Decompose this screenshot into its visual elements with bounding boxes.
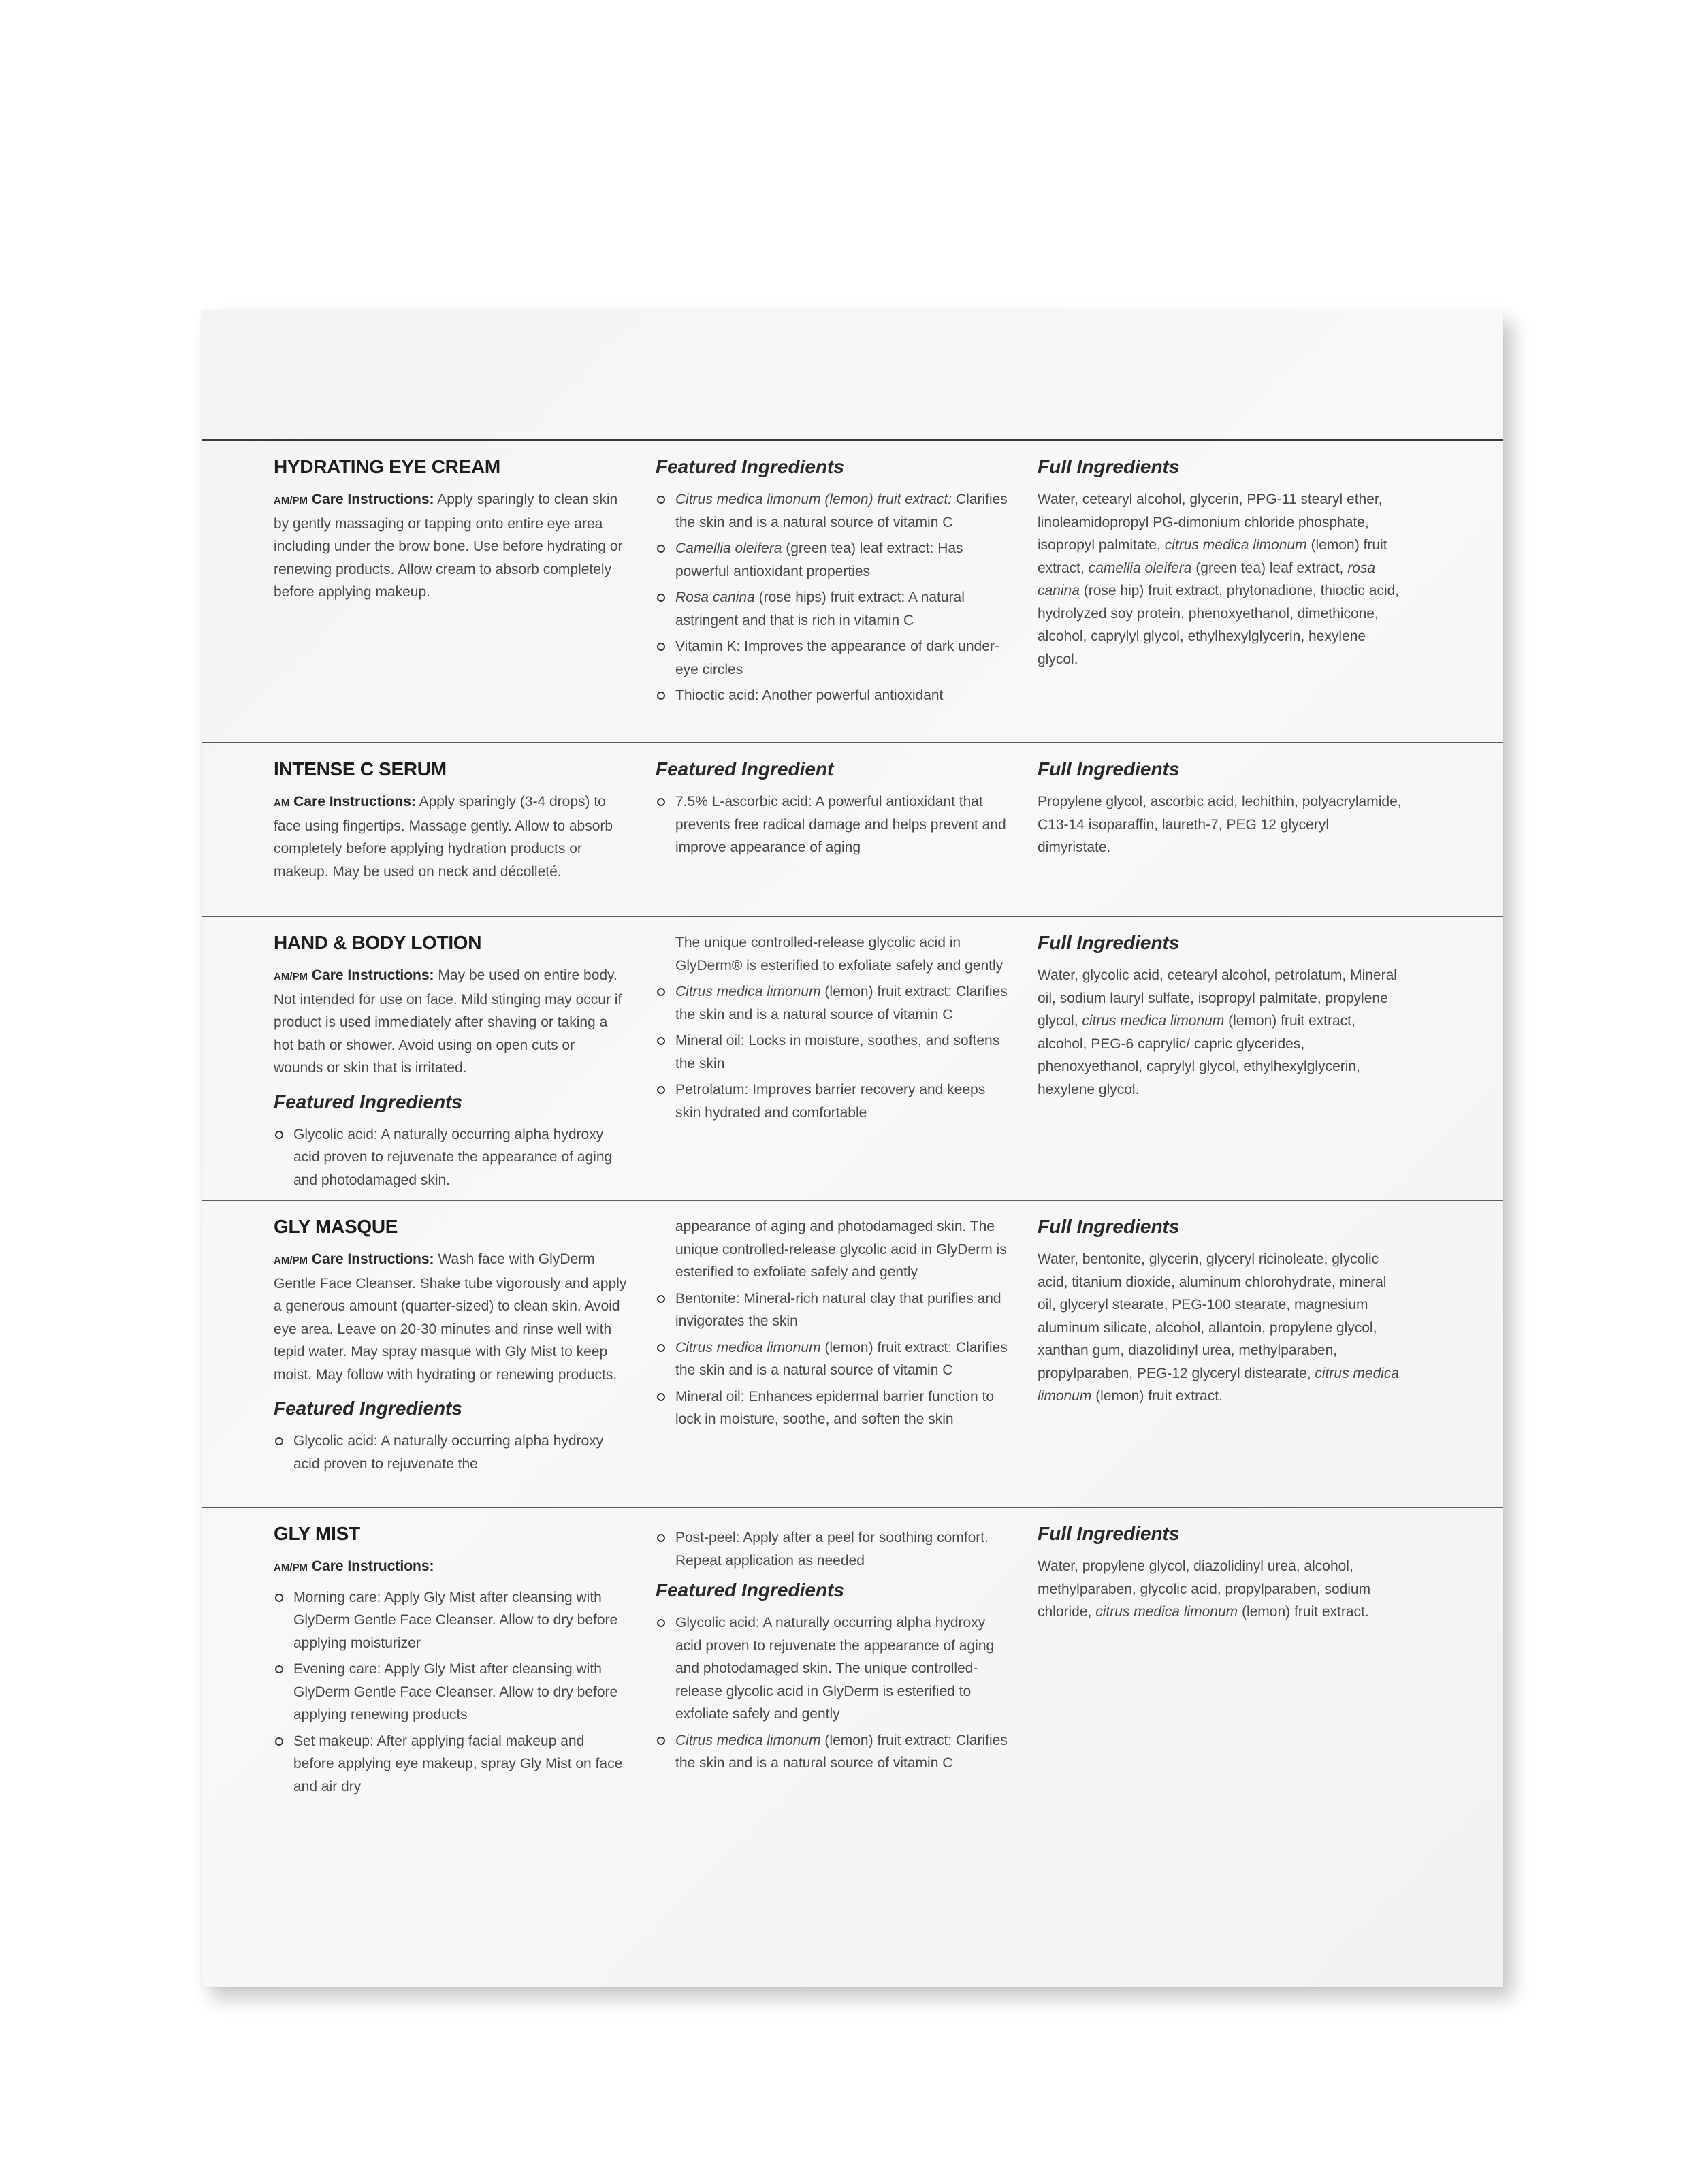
serum-featured <box>656 758 1013 863</box>
full-heading: Full Ingredients <box>1038 1216 1180 1237</box>
eye-cream-instructions <box>274 455 628 604</box>
full-heading: Full Ingredients <box>1038 932 1180 953</box>
lotion-instructions <box>274 931 628 1195</box>
list-item: Morning care: Apply Gly Mist after cleansing with GlyDerm Gentle Face Cleanser. Allow to dry before applying moisturizer <box>274 1586 628 1655</box>
eye-cream-featured <box>656 455 1013 711</box>
list-item: Set makeup: After applying facial makeup and before applying eye makeup, spray Gly Mist on face and air dry <box>274 1730 628 1799</box>
featured-heading: Featured Ingredients <box>656 456 844 477</box>
section-title: GLY MASQUE <box>274 1216 398 1237</box>
list-item: Evening care: Apply Gly Mist after cleansing with GlyDerm Gentle Face Cleanser. Allow to dry before applying renewing products <box>274 1658 628 1727</box>
featured-heading: Featured Ingredient <box>656 758 834 780</box>
divider <box>202 916 1503 917</box>
featured-heading: Featured Ingredients <box>274 1091 462 1112</box>
list-item: 7.5% L-ascorbic acid: A powerful antioxidant that prevents free radical damage and helps prevent and improve appearance of aging <box>656 790 1013 859</box>
full-ingredients: Water, bentonite, glycerin, glyceryl ricinoleate, glycolic acid, titanium dioxide, aluminum chlorohydrate, mineral oil, glyceryl stearate, PEG-100 stearate, magnesium aluminum silicate, alcohol, allantoin, propylene glycol, xanthan gum, diazolidinyl urea, methylparaben, propylparaben, PEG-12 glyceryl distearate, citrus medica limonum (lemon) fruit extract. <box>1038 1251 1400 1404</box>
list-item: Mineral oil: Enhances epidermal barrier function to lock in moisture, soothe, and soften the skin <box>656 1385 1013 1431</box>
mist-featured <box>656 1526 1013 1778</box>
featured-list <box>656 790 1013 859</box>
list-item: Mineral oil: Locks in moisture, soothes, and softens the skin <box>656 1029 1013 1075</box>
lotion-full <box>1038 931 1405 1101</box>
care-instructions-label: AM/PM Care Instructions: <box>274 1558 434 1574</box>
divider <box>202 742 1503 743</box>
list-item-continued: The unique controlled-release glycolic acid in GlyDerm® is esterified to exfoliate safely and gently <box>675 935 1003 974</box>
section-title: HYDRATING EYE CREAM <box>274 456 500 477</box>
mist-instructions <box>274 1522 628 1801</box>
list-item-continued: appearance of aging and photodamaged skin. The unique controlled-release glycolic acid in GlyDerm is esterified to exfoliate safely and gently <box>675 1219 1007 1280</box>
list-item: Vitamin K: Improves the appearance of dark under-eye circles <box>656 635 1013 681</box>
eye-cream-full <box>1038 455 1405 671</box>
serum-full <box>1038 758 1405 859</box>
list-item: Rosa canina (rose hips) fruit extract: A natural astringent and that is rich in vitamin C <box>656 586 1013 632</box>
list-item: Post-peel: Apply after a peel for soothing comfort. Repeat application as needed <box>656 1526 1013 1572</box>
section-title: INTENSE C SERUM <box>274 758 447 780</box>
featured-list <box>656 931 1013 1124</box>
masque-featured-cont <box>656 1215 1013 1434</box>
divider <box>202 1507 1503 1508</box>
care-list-cont <box>656 1526 1013 1572</box>
section-title: HAND & BODY LOTION <box>274 932 482 953</box>
full-ingredients: Propylene glycol, ascorbic acid, lechithin, polyacrylamide, C13-14 isoparaffin, laureth-7, PEG 12 glyceryl dimyristate. <box>1038 794 1402 855</box>
care-instructions: AM/PM Care Instructions: Wash face with GlyDerm Gentle Face Cleanser. Shake tube vigorously and apply a generous amount (quarter-sized) to clean skin. Avoid eye area. Leave on 20-30 minutes and rinse well with tepid water. May spray masque with Gly Mist to keep moist. May follow with hydrating or renewing products. <box>274 1251 627 1383</box>
full-ingredients: Water, cetearyl alcohol, glycerin, PPG-11 stearyl ether, linoleamidopropyl PG-dimonium chloride phosphate, isopropyl palmitate, citrus medica limonum (lemon) fruit extract, camellia oleifera (green tea) leaf extract, rosa canina (rose hip) fruit extract, phytonadione, thioctic acid, hydrolyzed soy protein, phenoxyethanol, dimethicone, alcohol, caprylyl glycol, ethylhexylglycerin, hexylene glycol. <box>1038 492 1400 667</box>
list-item: Petrolatum: Improves barrier recovery and keeps skin hydrated and comfortable <box>656 1078 1013 1124</box>
list-item: Camellia oleifera (green tea) leaf extract: Has powerful antioxidant properties <box>656 537 1013 583</box>
product-sheet <box>202 310 1503 1987</box>
masque-instructions <box>274 1215 628 1479</box>
section-title: GLY MIST <box>274 1523 360 1544</box>
full-ingredients: Water, propylene glycol, diazolidinyl urea, alcohol, methylparaben, glycolic acid, propylparaben, sodium chloride, citrus medica limonum (lemon) fruit extract. <box>1038 1558 1371 1620</box>
list-item: Citrus medica limonum (lemon) fruit extract: Clarifies the skin and is a natural source of vitamin C <box>656 980 1013 1026</box>
list-item: Glycolic acid: A naturally occurring alpha hydroxy acid proven to rejuvenate the appearance of aging and photodamaged skin. The unique controlled-release glycolic acid in GlyDerm is esterified to exfoliate safely and gently <box>656 1611 1013 1726</box>
divider <box>202 1200 1503 1201</box>
list-item: Citrus medica limonum (lemon) fruit extract: Clarifies the skin and is a natural source of vitamin C <box>656 1729 1013 1775</box>
featured-list <box>274 1123 628 1192</box>
masque-full <box>1038 1215 1405 1408</box>
featured-heading: Featured Ingredients <box>656 1579 844 1601</box>
list-item: Citrus medica limonum (lemon) fruit extract: Clarifies the skin and is a natural source of vitamin C <box>656 488 1013 534</box>
list-item: Glycolic acid: A naturally occurring alpha hydroxy acid proven to rejuvenate the <box>274 1430 628 1475</box>
list-item: Thioctic acid: Another powerful antioxidant <box>656 684 1013 707</box>
featured-list <box>274 1430 628 1475</box>
featured-heading: Featured Ingredients <box>274 1398 462 1419</box>
full-heading: Full Ingredients <box>1038 758 1180 780</box>
full-heading: Full Ingredients <box>1038 1523 1180 1544</box>
list-item: Citrus medica limonum (lemon) fruit extract: Clarifies the skin and is a natural source of vitamin C <box>656 1336 1013 1382</box>
care-list <box>274 1586 628 1799</box>
divider <box>202 439 1503 441</box>
mist-full <box>1038 1522 1405 1624</box>
full-heading: Full Ingredients <box>1038 456 1180 477</box>
featured-list <box>656 1611 1013 1775</box>
care-instructions: AM/PM Care Instructions: May be used on entire body. Not intended for use on face. Mild stinging may occur if product is used immediately after shaving or taking a hot bath or shower. Avoid using on open cuts or wounds or skin that is irritated. <box>274 967 622 1076</box>
care-instructions: AM Care Instructions: Apply sparingly (3-4 drops) to face using fingertips. Massage gently. Allow to absorb completely before applying hydration products or makeup. May be used on neck and décolleté. <box>274 794 613 880</box>
serum-instructions <box>274 758 628 883</box>
featured-list <box>656 488 1013 707</box>
list-item: Bentonite: Mineral-rich natural clay that purifies and invigorates the skin <box>656 1287 1013 1333</box>
featured-list <box>656 1215 1013 1431</box>
care-instructions: AM/PM Care Instructions: Apply sparingly to clean skin by gently massaging or tapping onto entire eye area including under the brow bone. Use before hydrating or renewing products. Allow cream to absorb completely before applying makeup. <box>274 492 623 600</box>
full-ingredients: Water, glycolic acid, cetearyl alcohol, petrolatum, Mineral oil, sodium lauryl sulfate, isopropyl palmitate, propylene glycol, citrus medica limonum (lemon) fruit extract, alcohol, PEG-6 caprylic/ capric glycerides, phenoxyethanol, caprylyl glycol, ethylhexylglycerin, hexylene glycol. <box>1038 967 1397 1097</box>
lotion-featured-cont <box>656 931 1013 1127</box>
list-item: Glycolic acid: A naturally occurring alpha hydroxy acid proven to rejuvenate the appearance of aging and photodamaged skin. <box>274 1123 628 1192</box>
